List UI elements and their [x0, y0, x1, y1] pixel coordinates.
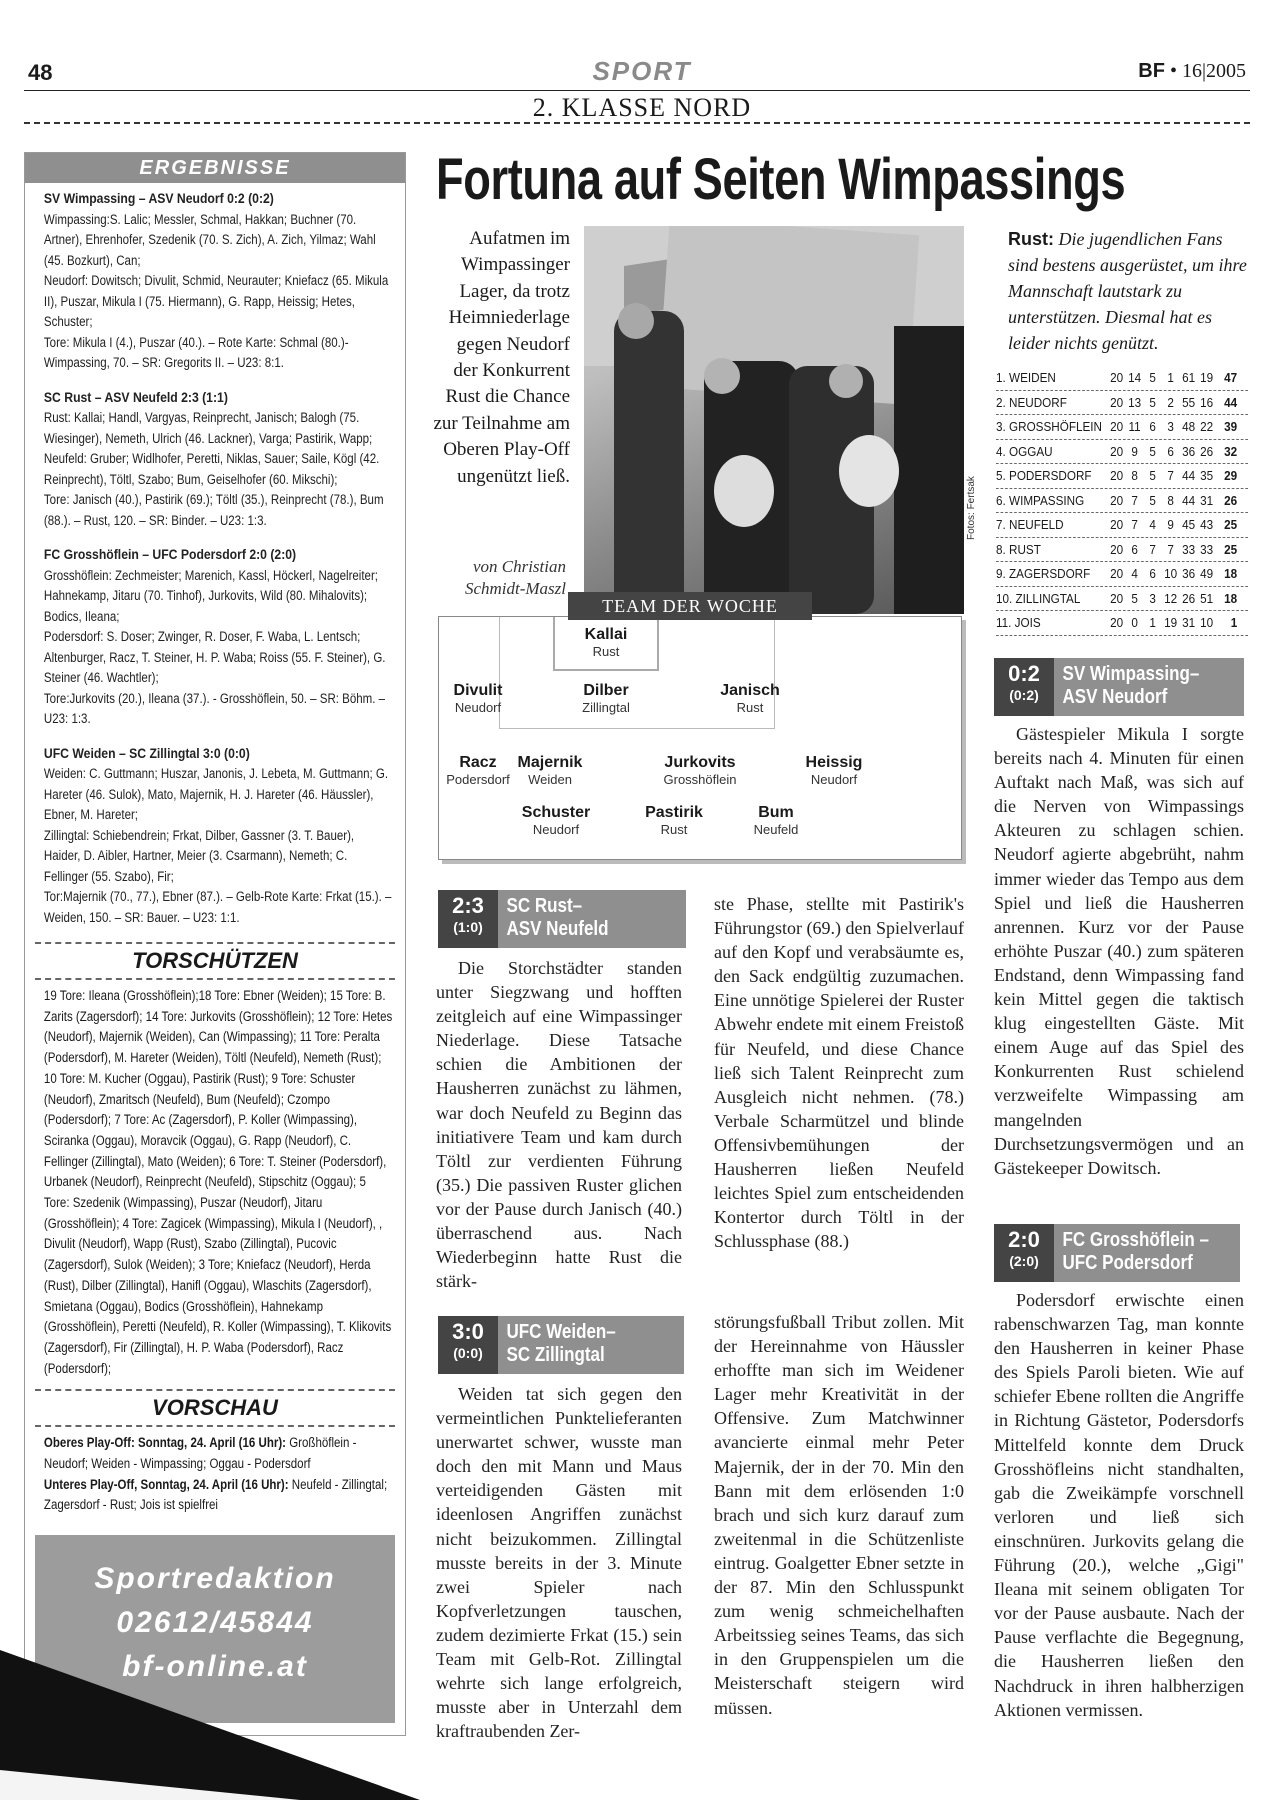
report-team-away: ASV Neudorf	[1062, 686, 1168, 708]
player-club: Neudorf	[532, 822, 580, 837]
standings-losses: 7	[1167, 468, 1174, 483]
player-card	[685, 681, 815, 716]
standings-goals-against: 16	[1200, 394, 1214, 410]
report-header	[438, 890, 686, 948]
player-card	[541, 625, 671, 660]
standings-team: WIMPASSING	[1009, 492, 1085, 508]
standings-wins: 0	[1131, 615, 1138, 630]
standings-wins: 9	[1131, 443, 1138, 459]
report-halftime: (2:0)	[1009, 1253, 1039, 1269]
standings-games: 20	[1110, 541, 1124, 557]
report-score-box	[438, 1316, 498, 1374]
vorschau-label: Oberes Play-Off: Sonntag, 24. April (16 Uhr):	[43, 1435, 287, 1451]
standings-games: 20	[1110, 443, 1124, 459]
standings-team-cell	[996, 513, 1108, 537]
player-club: Zillingtal	[582, 700, 630, 715]
result-line: Tor:Majernik (70., 77.), Ebner (87.). – Gelb-Rote Karte: Frkat (15.). – Weiden, 150. – SR: Bauer. – U23: 1:1.	[43, 889, 392, 925]
standings-team-cell	[996, 587, 1108, 611]
standings-table	[996, 366, 1248, 636]
report-halftime: (0:2)	[1009, 687, 1039, 703]
standings-losses: 8	[1167, 492, 1174, 508]
standings-position: 8.	[996, 541, 1006, 557]
player-name: Heissig	[805, 754, 863, 771]
report-text	[714, 1310, 964, 1720]
player-club: Rust	[592, 644, 620, 659]
player-club: Neudorf	[810, 772, 858, 787]
publication-name: BF	[1138, 60, 1165, 82]
player-name: Divulit	[453, 682, 503, 699]
standings-draws: 5	[1149, 443, 1156, 459]
standings-goals-for: 44	[1182, 468, 1196, 483]
standings-goals-for: 36	[1182, 443, 1196, 459]
result-line: Tore: Janisch (40.), Pastirik (69.); Töltl (35.), Reinprecht (78.), Bum (88.). – Rust, 120. – SR: Binder. – U23: 1:3.	[43, 492, 384, 528]
results-sidebar	[24, 152, 406, 1736]
result-line: Podersdorf: S. Doser; Zwinger, R. Doser, F. Waba, L. Lentsch; Altenburger, Racz, T. Steiner, H. P. Waba; Roiss (55. F. Steiner), G. Steiner (46. Wachtler);	[43, 629, 386, 685]
player-club: Grosshöflein	[663, 772, 737, 787]
report-team-home: SC Rust–	[506, 895, 583, 917]
standings-draws: 5	[1149, 492, 1156, 508]
photo-credit: Fotos: Fertsak	[966, 476, 977, 540]
standings-team-cell	[996, 489, 1108, 513]
standings-position: 4.	[996, 443, 1006, 459]
standings-goals-against: 49	[1200, 566, 1214, 581]
report-team-away: UFC Podersdorf	[1062, 1252, 1193, 1274]
standings-games: 20	[1110, 566, 1124, 581]
standings-wins: 5	[1131, 590, 1138, 606]
standings-wins: 13	[1128, 394, 1142, 410]
fans-photo	[584, 226, 964, 614]
standings-team: ZILLINGTAL	[1015, 590, 1081, 606]
report-text	[714, 892, 964, 1253]
standings-row	[996, 391, 1248, 416]
report-team-home: UFC Weiden–	[506, 1321, 616, 1343]
standings-position: 11.	[996, 615, 1012, 630]
standings-losses: 6	[1167, 443, 1174, 459]
player-name: Bum	[758, 804, 794, 821]
sportredaktion-name: Sportredaktion	[94, 1562, 336, 1595]
standings-draws: 6	[1149, 566, 1156, 581]
standings-wins: 11	[1128, 419, 1141, 434]
standings-position: 5.	[996, 468, 1006, 483]
standings-goals-against: 26	[1200, 443, 1214, 459]
standings-wins: 7	[1131, 517, 1138, 532]
result-title: SC Rust – ASV Neufeld 2:3 (1:1)	[43, 389, 228, 406]
player-club: Rust	[660, 822, 688, 837]
standings-goals-against: 31	[1200, 492, 1214, 508]
standings-row	[996, 587, 1248, 612]
standings-goals-against: 43	[1200, 517, 1214, 532]
standings-points: 32	[1224, 443, 1238, 459]
standings-goals-for: 33	[1182, 541, 1196, 557]
player-club: Neufeld	[753, 822, 799, 837]
result-line: Zillingtal: Schiebendrein; Frkat, Dilber, Gassner (3. T. Bauer), Haider, D. Aibler, Hartner, Meier (3. Csarmann), Nemeth; C. Fellinger (55. Szabo), Fir;	[43, 827, 355, 884]
player-card	[485, 753, 615, 788]
standings-goals-for: 31	[1182, 615, 1196, 630]
standings-games: 20	[1110, 370, 1124, 385]
standings-team: GROSSHÖFLEIN	[1009, 419, 1102, 434]
standings-row	[996, 464, 1248, 489]
issue-label	[1138, 60, 1246, 83]
standings-goals-for: 44	[1182, 492, 1196, 508]
league-title: 2. KLASSE NORD	[532, 93, 752, 122]
team-der-woche	[438, 616, 962, 860]
player-club: Podersdorf	[446, 772, 510, 787]
player-card	[491, 803, 621, 838]
article-author: von Christian Schmidt-Maszl	[464, 557, 566, 598]
report-header	[994, 658, 1244, 716]
report-paragraph: ste Phase, stellte mit Pastirik's Führungstor (69.) den Spielverlauf auf den Kopf und verabsäumte es, den Sack endgültig zuzumachen. Eine unnötige Spielerei der Ruster Abwehr endete mit einem Freistoß für Neufeld, und diese Chance ließ sich Talent Reinprecht zum Ausgleich nicht nehmen. (78.) Verbale Scharmützel und blinde Offensivbemühungen der Hausherren ließen Neufeld leichtes Spiel zum entscheidenden Kontertor durch Töltl in der Schlussphase (88.)	[714, 894, 964, 1252]
result-line: Weiden: C. Guttmann; Huszar, Janonis, J. Lebeta, M. Guttmann; G. Hareter (46. Sulok), Mato, Majernik, H. J. Hareter (46. Häussler), Ebner, M. Hareter;	[43, 766, 389, 822]
standings-games: 20	[1110, 394, 1124, 410]
result-line: Grosshöflein: Zechmeister; Marenich, Kassl, Höckerl, Nagelreiter; Hahnekamp, Jitaru (70. Tinhof), Jurkovits, Wild (80. Mihalovits); Bodics, Ileana;	[43, 567, 379, 624]
results-list	[25, 183, 404, 928]
standings-games: 20	[1110, 517, 1124, 532]
report-header	[994, 1224, 1240, 1282]
vorschau-title: VORSCHAU	[35, 1389, 395, 1427]
standings-goals-for: 26	[1182, 590, 1196, 606]
standings-points: 39	[1224, 419, 1238, 434]
report-score: 2:3	[452, 893, 484, 918]
standings-losses: 19	[1164, 615, 1178, 630]
standings-goals-for: 61	[1182, 370, 1196, 385]
standings-team-cell	[996, 415, 1108, 439]
standings-losses: 12	[1164, 590, 1178, 606]
standings-goals-for: 45	[1182, 517, 1196, 532]
result-line: Neudorf: Dowitsch; Divulit, Schmid, Neurauter; Kniefacz (65. Mikula II), Puszar, Mikula I (75. Hiermann), G. Rapp, Heissig; Hetes, Schuster;	[43, 273, 389, 329]
result-line: Rust: Kallai; Handl, Vargyas, Reinprecht, Janisch; Balogh (75. Wiesinger), Nemeth, Ulrich (46. Lackner), Varga; Pastirik, Wapp;	[43, 410, 373, 446]
standings-draws: 5	[1149, 394, 1156, 410]
standings-position: 10.	[996, 590, 1013, 606]
report-score-box	[438, 890, 498, 948]
standings-draws: 6	[1149, 419, 1156, 434]
article-intro: Aufatmen im Wimpassinger Lager, da trotz Heimniederlage gegen Neudorf der Konkurrent Rust die Chance zur Teilnahme am Oberen Play-Off ungenützt ließ.	[433, 228, 570, 487]
report-paragraph: Die Storchstädter standen unter Siegzwang und hofften zeitgleich auf eine Wimpassinger Niederlage. Diese Tatsache schien die Ambitionen der Hausherren zunächst zu lähmen, war doch Neufeld zu Beginn das initiativere Team und kam durch Töltl zur verdienten Führung (35.) Die passiven Ruster glichen vor der Pause durch Janisch (40.) überraschend aus. Nach Wiederbeginn hatte Rust die stärk-	[436, 958, 682, 1292]
report-text	[994, 1288, 1244, 1722]
ergebnisse-title: ERGEBNISSE	[25, 153, 405, 183]
result-line: Tore: Mikula I (4.), Puszar (40.). – Rote Karte: Schmal (80.)-Wimpassing, 70. – SR: Gregorits II. – U23: 8:1.	[43, 334, 349, 370]
section-title: SPORT	[592, 56, 692, 86]
result-line: Wimpassing:S. Lalic; Messler, Schmal, Hakkan; Buchner (70. Artner), Ehrenhofer, Szedenik (70. S. Zich), A. Zich, Yilmaz; Wahl (45. Bozkurt), Can;	[43, 211, 376, 268]
standings-points: 25	[1224, 517, 1238, 532]
standings-draws: 1	[1149, 615, 1156, 630]
standings-points: 26	[1224, 492, 1238, 508]
issue-separator: •	[1169, 60, 1177, 82]
vorschau-games: Neufeld - Zillingtal; Zagersdorf - Rust; Jois ist spielfrei	[43, 1476, 388, 1513]
standings-row	[996, 415, 1248, 440]
standings-draws: 5	[1149, 468, 1156, 483]
standings-wins: 14	[1128, 370, 1142, 385]
sportredaktion-web: bf-online.at	[122, 1650, 308, 1683]
report-halftime: (0:0)	[453, 1345, 483, 1361]
standings-games: 20	[1110, 615, 1124, 630]
report-paragraph: störungsfußball Tribut zollen. Mit der Hereinnahme von Häussler erhoffte man sich im Weidener Lager mehr Kreativität in der Offensive. Zum Matchwinner avancierte einmal mehr Peter Majernik, der in der 70. Min den Bann mit dem erlösenden 1:0 brach und sich kurz darauf zum zweitenmal in die Schützenliste eintrug. Goalgetter Ebner setzte in der 87. Min den Schlusspunkt zum wenig schmeichelhaften Arbeitssieg seines Teams, das sich in den Gruppenspielen um die Meisterschaft steigern wird müssen.	[714, 1312, 964, 1718]
vorschau-games: Großhöflein - Neudorf; Weiden - Wimpassing; Oggau - Podersdorf	[43, 1435, 357, 1472]
result-line: Tore:Jurkovits (20.), Ileana (37.). - Grosshöflein, 50. – SR: Böhm. – U23: 1:3.	[43, 690, 386, 726]
caption-label: Rust:	[1008, 229, 1054, 249]
standings-wins: 4	[1131, 566, 1138, 581]
player-name: Pastirik	[645, 804, 703, 821]
result-title: UFC Weiden – SC Zillingtal 3:0 (0:0)	[43, 745, 250, 762]
standings-points: 18	[1224, 566, 1238, 581]
standings-position: 6.	[996, 492, 1006, 508]
issue-number: 16|2005	[1181, 60, 1246, 82]
standings-points: 44	[1224, 394, 1238, 410]
standings-games: 20	[1110, 419, 1124, 434]
report-score-box	[994, 658, 1054, 716]
standings-points: 25	[1224, 541, 1238, 557]
report-text	[436, 1382, 682, 1743]
page-curl	[0, 1500, 420, 1800]
standings-goals-against: 19	[1200, 370, 1214, 385]
standings-team-cell	[996, 366, 1108, 390]
standings-team-cell	[996, 440, 1108, 464]
report-text	[436, 956, 682, 1293]
standings-games: 20	[1110, 468, 1124, 483]
standings-team-cell	[996, 391, 1108, 415]
standings-losses: 7	[1167, 541, 1174, 557]
standings-goals-for: 36	[1182, 566, 1196, 581]
standings-position: 1.	[996, 370, 1006, 385]
report-teams	[498, 890, 609, 948]
report-paragraph: Gästespieler Mikula I sorgte bereits nach 4. Minuten für einen Auftakt nach Maß, was sich auf die Nerven von Wimpassings Akteuren zu schlagen schien. Neudorf agierte abgebrüht, nahm immer wieder das Tempo aus dem Spiel und ließ die Hausherren anrennen. Kurz vor der Pause erhöhte Puszar (40.) zum späteren Endstand, denn Wimpassing fand kein Mittel gegen die taktisch klug eingestellten Gäste. Mit einem Auge auf das Spiel des Konkurrenten Rust schielend verzweifelte Wimpassing am mangelnden Durchsetzungsvermögen und an Gästekeeper Dowitsch.	[994, 724, 1244, 1178]
standings-losses: 9	[1167, 517, 1174, 532]
report-score: 3:0	[452, 1319, 484, 1344]
report-team-home: SV Wimpassing–	[1062, 663, 1200, 685]
result-title: SV Wimpassing – ASV Neudorf 0:2 (0:2)	[43, 191, 274, 207]
standings-team: NEUDORF	[1009, 394, 1067, 410]
player-card	[413, 681, 543, 716]
standings-row	[996, 611, 1248, 636]
header-rule	[24, 90, 1250, 91]
caption-text: Die jugendlichen Fans sind bestens ausgerüstet, um ihre Mannschaft lautstark zu unterstützen. Diesmal hat es leider nichts genützt.	[1008, 229, 1247, 353]
page-number: 48	[28, 60, 53, 85]
player-name: Janisch	[720, 682, 780, 699]
standings-goals-for: 55	[1182, 394, 1196, 410]
standings-wins: 8	[1131, 468, 1138, 483]
player-club: Weiden	[528, 772, 572, 787]
standings-team: RUST	[1009, 541, 1041, 557]
standings-row	[996, 440, 1248, 465]
standings-losses: 10	[1164, 566, 1178, 581]
standings-losses: 1	[1167, 370, 1174, 385]
result-line: Neufeld: Gruber; Widlhofer, Peretti, Niklas, Sauer; Saile, Kögl (42. Reinprecht), Töltl, Szabo; Bum, Geiselhofer (60. Mikschi);	[43, 451, 380, 487]
standings-position: 2.	[996, 394, 1006, 410]
standings-team-cell	[996, 464, 1108, 488]
photo-caption	[1008, 226, 1248, 356]
standings-goals-for: 48	[1182, 419, 1196, 434]
standings-position: 7.	[996, 517, 1006, 532]
standings-wins: 6	[1131, 541, 1138, 557]
standings-points: 47	[1224, 370, 1238, 385]
player-card	[769, 753, 899, 788]
report-team-away: SC Zillingtal	[506, 1344, 605, 1366]
header-dashed-rule	[24, 122, 1250, 124]
standings-team-cell	[996, 562, 1108, 586]
standings-team: ZAGERSDORF	[1009, 566, 1091, 581]
standings-goals-against: 33	[1200, 541, 1214, 557]
player-name: Jurkovits	[664, 754, 736, 771]
report-header	[438, 1316, 684, 1374]
standings-team: OGGAU	[1009, 443, 1053, 459]
fans-photo-illustration	[584, 226, 964, 614]
torschuetzen-text: 19 Tore: Ileana (Grosshöflein);18 Tore: Ebner (Weiden); 15 Tore: B. Zarits (Zagersdorf); 14 Tore: Jurkovits (Grosshöflein); 12 Tore: Hetes (Neudorf), Majernik (Weiden), Can (Wimpassing); 11 Tore: Peralta (Podersdorf), M. Hareter (Weiden), Töltl (Neufeld), Nemeth (Rust); 10 Tore: M. Kucher (Oggau), Pastirik (Rust); 9 Tore: Schuster (Neudorf), Zmaritsch (Neufeld), Bum (Neufeld); Czompo (Podersdorf); 7 Tore: Ac (Zagersdorf), P. Koller (Wimpassing), Sciranka (Oggau), Moravcik (Oggau), G. Rapp (Neudorf), C. Fellinger (Zillingtal), Mato (Weiden); 6 Tore: T. Steiner (Podersdorf), Urbanek (Neudorf), Reinprecht (Neufeld), Stipschitz (Oggau); 5 Tore: Szedenik (Wimpassing), Puszar (Neudorf), Jitaru (Grosshöflein); 4 Tore: Zagicek (Wimpassing), Mikula I (Neudorf), , Divulit (Neudorf), Wapp (Rust), Szabo (Zillingtal), Pucovic (Zagersdorf), Sulok (Weiden); 3 Tore; Kniefacz (Neudorf), Herda (Rust), Dilber (Zillingtal), Hanifl (Oggau), Wlaschits (Zagersdorf), Smietana (Oggau), Bodics (Grosshöflein), Hahnekamp (Grosshöflein), Peretti (Neufeld), R. Koller (Wimpassing), T. Klikovits (Zagersdorf), Fir (Zillingtal), H. P. Waba (Podersdorf), Racz (Podersdorf);	[43, 988, 393, 1376]
report-paragraph: Podersdorf erwischte einen rabenschwarzen Tag, man konnte den Hausherren in keiner Phase des Spiels Paroli bieten. Wie auf schiefer Ebene rollten die Angriffe in Richtung Gästetor, Podersdorfs Mittelfeld konnte dem Druck Grosshöfleins nicht standhalten, gab die Zweikämpfe vorschnell verloren und ließ sich einschnüren. Jurkovits gelang die Führung (20.), welche „Gigi" Ileana mit seinem obligaten Tor vor der Pause ausbaute. Nach der Pause verflachte die Begegnung, die Hausherren ließen den Nachdruck in ihren halbherzigen Aktionen vermissen.	[994, 1290, 1244, 1720]
player-name: Schuster	[521, 804, 591, 821]
standings-team: NEUFELD	[1009, 517, 1064, 532]
standings-position: 3.	[996, 419, 1006, 434]
standings-points: 18	[1224, 590, 1238, 606]
standings-goals-against: 22	[1200, 419, 1214, 434]
standings-row	[996, 489, 1248, 514]
standings-row	[996, 366, 1248, 391]
standings-team-cell	[996, 611, 1108, 635]
report-halftime: (1:0)	[453, 919, 483, 935]
standings-goals-against: 10	[1200, 615, 1214, 630]
standings-goals-against: 35	[1200, 468, 1214, 483]
player-name: Racz	[459, 754, 497, 771]
standings-position: 9.	[996, 566, 1006, 581]
player-name: Dilber	[583, 682, 629, 699]
standings-draws: 7	[1149, 541, 1156, 557]
standings-points: 29	[1224, 468, 1238, 483]
player-card	[635, 753, 765, 788]
player-name: Majernik	[517, 754, 583, 771]
vorschau-label: Unteres Play-Off, Sonntag, 24. April (16 Uhr):	[43, 1476, 289, 1492]
player-club: Neudorf	[454, 700, 502, 715]
report-score-box	[994, 1224, 1054, 1282]
report-score: 0:2	[1008, 661, 1040, 686]
sportredaktion-phone: 02612/45844	[116, 1606, 314, 1639]
report-teams	[498, 1316, 616, 1374]
player-club: Rust	[736, 700, 764, 715]
team-der-woche-title: TEAM DER WOCHE	[568, 592, 812, 620]
standings-points: 1	[1230, 615, 1238, 630]
standings-row	[996, 562, 1248, 587]
standings-games: 20	[1110, 590, 1124, 606]
standings-team: PODERSDORF	[1009, 468, 1092, 483]
standings-wins: 7	[1131, 492, 1138, 508]
standings-draws: 3	[1149, 590, 1156, 606]
standings-goals-against: 51	[1200, 590, 1214, 606]
standings-losses: 2	[1167, 394, 1174, 410]
report-paragraph: Weiden tat sich gegen den vermeintlichen Punktelieferanten unerwartet schwer, wusste man doch den mit Mann und Maus verteidigenden Gästen mit ideenlosen Angriffen zunächst nicht beizukommen. Zillingtal musste bereits in der 3. Minute zwei Spieler nach Kopfverletzungen tauschen, zudem dezimierte Frkat (15.) sein Team mit Gelb-Rot. Zillingtal wehrte sich lange erfolgreich, musste aber in Unterzahl dem kraftraubenden Zer-	[436, 1384, 682, 1742]
report-teams	[1054, 658, 1199, 716]
torschuetzen-title: TORSCHÜTZEN	[35, 942, 395, 980]
report-team-home: FC Grosshöflein –	[1062, 1229, 1209, 1251]
report-team-away: ASV Neufeld	[506, 918, 609, 940]
standings-row	[996, 538, 1248, 563]
standings-team-cell	[996, 538, 1108, 562]
report-score: 2:0	[1008, 1227, 1040, 1252]
standings-team: JOIS	[1014, 615, 1041, 630]
standings-team: WEIDEN	[1009, 370, 1056, 385]
standings-draws: 4	[1149, 517, 1156, 532]
report-teams	[1054, 1224, 1209, 1282]
result-title: FC Grosshöflein – UFC Podersdorf 2:0 (2:0)	[43, 547, 297, 563]
player-card	[711, 803, 841, 838]
report-text	[994, 722, 1244, 1180]
article-headline: Fortuna auf Seiten Wimpassings	[436, 147, 1126, 212]
standings-row	[996, 513, 1248, 538]
standings-draws: 5	[1149, 370, 1156, 385]
player-card	[541, 681, 671, 716]
player-name: Kallai	[584, 626, 628, 643]
standings-games: 20	[1110, 492, 1124, 508]
standings-losses: 3	[1167, 419, 1174, 434]
